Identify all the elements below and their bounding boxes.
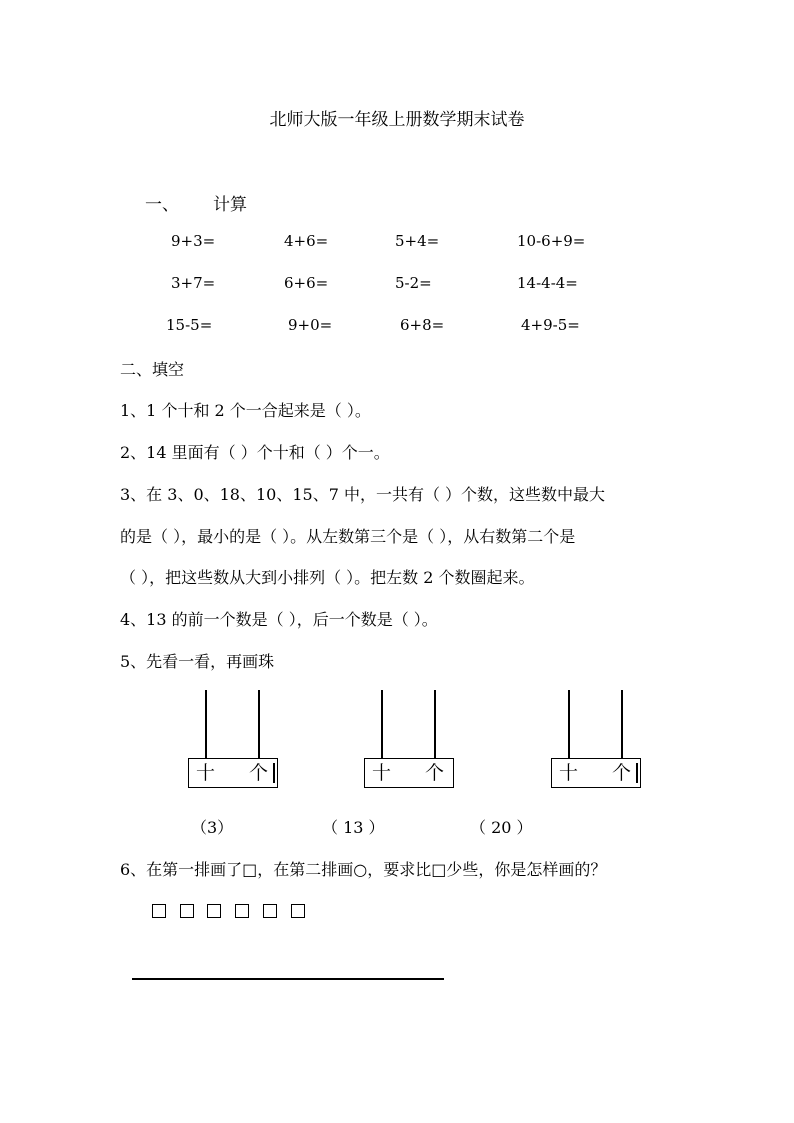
calc-item: 9+3= xyxy=(171,232,216,250)
calc-item: 5+4= xyxy=(395,232,440,250)
ones-rod xyxy=(258,690,260,758)
question-4: 4、13 的前一个数是（ ），后一个数是（ ）。 xyxy=(120,610,438,629)
square-shape xyxy=(180,904,194,918)
base-edge-mark xyxy=(636,763,638,783)
tens-label: 十 xyxy=(196,762,216,784)
abacus-base xyxy=(188,758,278,788)
page-title: 北师大版一年级上册数学期末试卷 xyxy=(269,110,525,130)
question-3-line-1: 3、在 3、0、18、10、15、7 中，一共有（ ）个数，这些数中最大 xyxy=(120,485,606,504)
square-shape xyxy=(235,904,249,918)
section-1-heading xyxy=(145,190,247,215)
tens-label: 十 xyxy=(372,762,392,784)
base-edge-mark xyxy=(273,763,275,783)
abacus-3-caption: （ 20 ） xyxy=(470,818,533,837)
square-shape xyxy=(291,904,305,918)
answer-line xyxy=(132,978,444,980)
question-3-line-3: （ ），把这些数从大到小排列（ ）。把左数 2 个数圈起来。 xyxy=(120,568,535,587)
ones-label: 个 xyxy=(612,762,632,784)
square-shape xyxy=(152,904,166,918)
tens-label: 十 xyxy=(559,762,579,784)
question-3-line-2: 的是（ ），最小的是（ ）。从左数第三个是（ ），从右数第二个是 xyxy=(120,527,576,546)
question-6: 6、在第一排画了□，在第二排画○，要求比□少些，你是怎样画的？ xyxy=(120,860,607,879)
abacus-1-caption: （3） xyxy=(191,818,234,837)
calc-item: 4+9-5= xyxy=(521,316,580,334)
tens-rod xyxy=(568,690,570,758)
calc-item: 6+8= xyxy=(400,316,445,334)
abacus-base xyxy=(364,758,454,788)
square-shape xyxy=(263,904,277,918)
calc-item: 4+6= xyxy=(284,232,329,250)
tens-rod xyxy=(205,690,207,758)
calc-item: 10-6+9= xyxy=(517,232,586,250)
ones-label: 个 xyxy=(249,762,269,784)
question-1: 1、1 个十和 2 个一合起来是（ ）。 xyxy=(120,401,371,420)
section-1-label: 计算 xyxy=(213,195,247,215)
question-5: 5、先看一看，再画珠 xyxy=(120,652,275,671)
abacus-2 xyxy=(364,690,456,790)
calc-item: 6+6= xyxy=(284,274,329,292)
calc-item: 9+0= xyxy=(288,316,333,334)
abacus-3 xyxy=(551,690,643,790)
ones-label: 个 xyxy=(425,762,445,784)
abacus-base xyxy=(551,758,641,788)
abacus-1 xyxy=(188,690,280,790)
question-2: 2、14 里面有（ ）个十和（ ）个一。 xyxy=(120,443,390,462)
section-2-heading: 二、填空 xyxy=(120,360,185,379)
abacus-2-caption: （ 13 ） xyxy=(322,818,385,837)
section-1-number: 一、 xyxy=(145,195,179,215)
calc-item: 15-5= xyxy=(166,316,213,334)
calc-item: 14-4-4= xyxy=(517,274,578,292)
calc-item: 5-2= xyxy=(395,274,432,292)
calc-item: 3+7= xyxy=(171,274,216,292)
tens-rod xyxy=(381,690,383,758)
ones-rod xyxy=(434,690,436,758)
ones-rod xyxy=(621,690,623,758)
square-shape xyxy=(207,904,221,918)
